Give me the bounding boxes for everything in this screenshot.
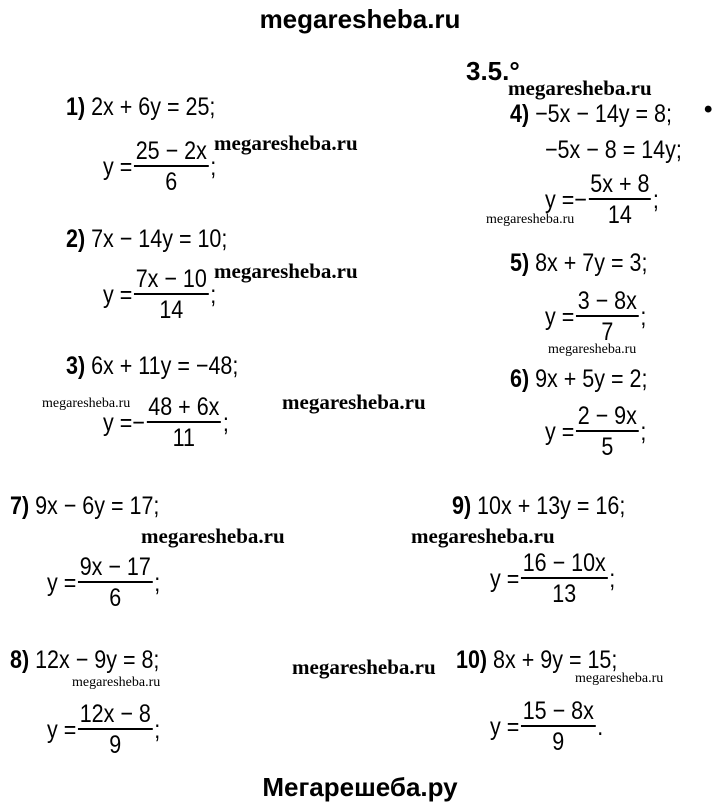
solution-4 [545, 170, 659, 230]
denominator: 9 [552, 728, 565, 756]
terminator: ; [609, 564, 616, 593]
numerator: 3 − 8x [577, 287, 637, 315]
watermark: megaresheba.ru [508, 76, 652, 100]
item-number: 9) [452, 492, 472, 520]
numerator: 7x − 10 [135, 265, 207, 293]
numerator: 5x + 8 [590, 170, 650, 198]
equation: 8x + 7y = 3; [535, 249, 648, 277]
watermark: megaresheba.ru [214, 259, 358, 283]
equation: 12x − 9y = 8; [35, 646, 160, 674]
lhs: y = [545, 302, 575, 331]
exercise-item-4 [510, 100, 672, 129]
stray-dot: • [704, 96, 713, 123]
numerator: 16 − 10x [522, 549, 606, 577]
item-number: 10) [456, 646, 488, 674]
solution-10 [490, 697, 603, 757]
equation-step: −5x − 8 = 14y; [545, 136, 682, 164]
watermark: megaresheba.ru [282, 390, 426, 414]
terminator: ; [652, 185, 659, 214]
denominator: 6 [165, 168, 178, 196]
equation: −5x − 14y = 8; [535, 100, 672, 128]
watermark: megaresheba.ru [411, 524, 555, 548]
exercise-item-6 [510, 365, 647, 394]
equation: 8x + 9y = 15; [493, 646, 618, 674]
solution-3 [103, 393, 229, 453]
watermark: megaresheba.ru [292, 655, 436, 679]
equation: 10x + 13y = 16; [477, 492, 626, 520]
exercise-item-9 [452, 492, 625, 521]
exercise-item-10 [456, 646, 617, 675]
denominator: 9 [109, 731, 122, 759]
solution-2 [103, 265, 216, 325]
lhs: y = [103, 280, 133, 309]
item-number: 6) [510, 365, 530, 393]
equation: 9x + 5y = 2; [535, 365, 648, 393]
equation: 6x + 11y = −48; [91, 352, 239, 380]
solution-8 [47, 700, 160, 760]
exercise-item-3 [66, 352, 238, 381]
numerator: 48 + 6x [148, 393, 220, 421]
solution-9 [490, 549, 615, 609]
denominator: 14 [607, 201, 632, 229]
equation: 9x − 6y = 17; [35, 492, 160, 520]
watermark: megaresheba.ru [141, 524, 285, 548]
sign: − [574, 185, 587, 214]
fraction [521, 549, 608, 609]
fraction [589, 170, 652, 230]
fraction [134, 265, 209, 325]
item-number: 8) [10, 646, 30, 674]
watermark: megaresheba.ru [548, 342, 637, 357]
watermark: megaresheba.ru [214, 131, 358, 155]
denominator: 5 [601, 433, 614, 461]
item-number: 1) [66, 93, 86, 121]
denominator: 7 [601, 318, 614, 346]
watermark: megaresheba.ru [72, 675, 161, 690]
terminator: ; [210, 152, 217, 181]
fraction [521, 697, 596, 757]
lhs: y = [490, 712, 520, 741]
terminator: . [597, 712, 604, 741]
item-number: 7) [10, 492, 30, 520]
watermark: megaresheba.ru [575, 671, 664, 686]
solution-1 [103, 137, 216, 197]
terminator: ; [222, 408, 229, 437]
item-number: 4) [510, 100, 530, 128]
denominator: 11 [172, 424, 196, 452]
lhs: y = [47, 715, 77, 744]
fraction [78, 553, 153, 613]
exercise-item-1 [66, 93, 215, 122]
lhs: y = [545, 417, 575, 446]
site-header: megaresheba.ru [259, 4, 461, 34]
terminator: ; [154, 715, 161, 744]
lhs: y = [545, 185, 575, 214]
terminator: ; [210, 280, 217, 309]
exercise-number: 3.5.° [466, 56, 520, 86]
numerator: 15 − 8x [522, 697, 594, 725]
numerator: 25 − 2x [135, 137, 207, 165]
denominator: 14 [159, 296, 184, 324]
watermark: megaresheba.ru [42, 396, 131, 411]
denominator: 6 [109, 584, 122, 612]
fraction [134, 137, 209, 197]
solution-5 [545, 287, 646, 347]
numerator: 2 − 9x [577, 402, 637, 430]
numerator: 12x − 8 [79, 700, 151, 728]
item-number: 2) [66, 225, 86, 253]
exercise-item-2 [66, 225, 227, 254]
fraction [78, 700, 153, 760]
solution-7 [47, 553, 160, 613]
terminator: ; [154, 568, 161, 597]
lhs: y = [103, 408, 133, 437]
item-number: 3) [66, 352, 86, 380]
numerator: 9x − 17 [79, 553, 151, 581]
exercise-item-5 [510, 249, 647, 278]
lhs: y = [103, 152, 133, 181]
denominator: 13 [552, 580, 577, 608]
fraction [576, 287, 639, 347]
item-number: 5) [510, 249, 530, 277]
equation: 7x − 14y = 10; [91, 225, 228, 253]
lhs: y = [490, 564, 520, 593]
lhs: y = [47, 568, 77, 597]
exercise-item-7 [10, 492, 159, 521]
watermark: megaresheba.ru [486, 212, 575, 227]
terminator: ; [640, 417, 647, 446]
fraction [147, 393, 222, 453]
equation: 2x + 6y = 25; [91, 93, 216, 121]
solution-6 [545, 402, 646, 462]
fraction [576, 402, 639, 462]
terminator: ; [640, 302, 647, 331]
site-footer: Мегарешеба.ру [262, 772, 458, 802]
sign: − [132, 408, 145, 437]
exercise-item-8 [10, 646, 159, 675]
